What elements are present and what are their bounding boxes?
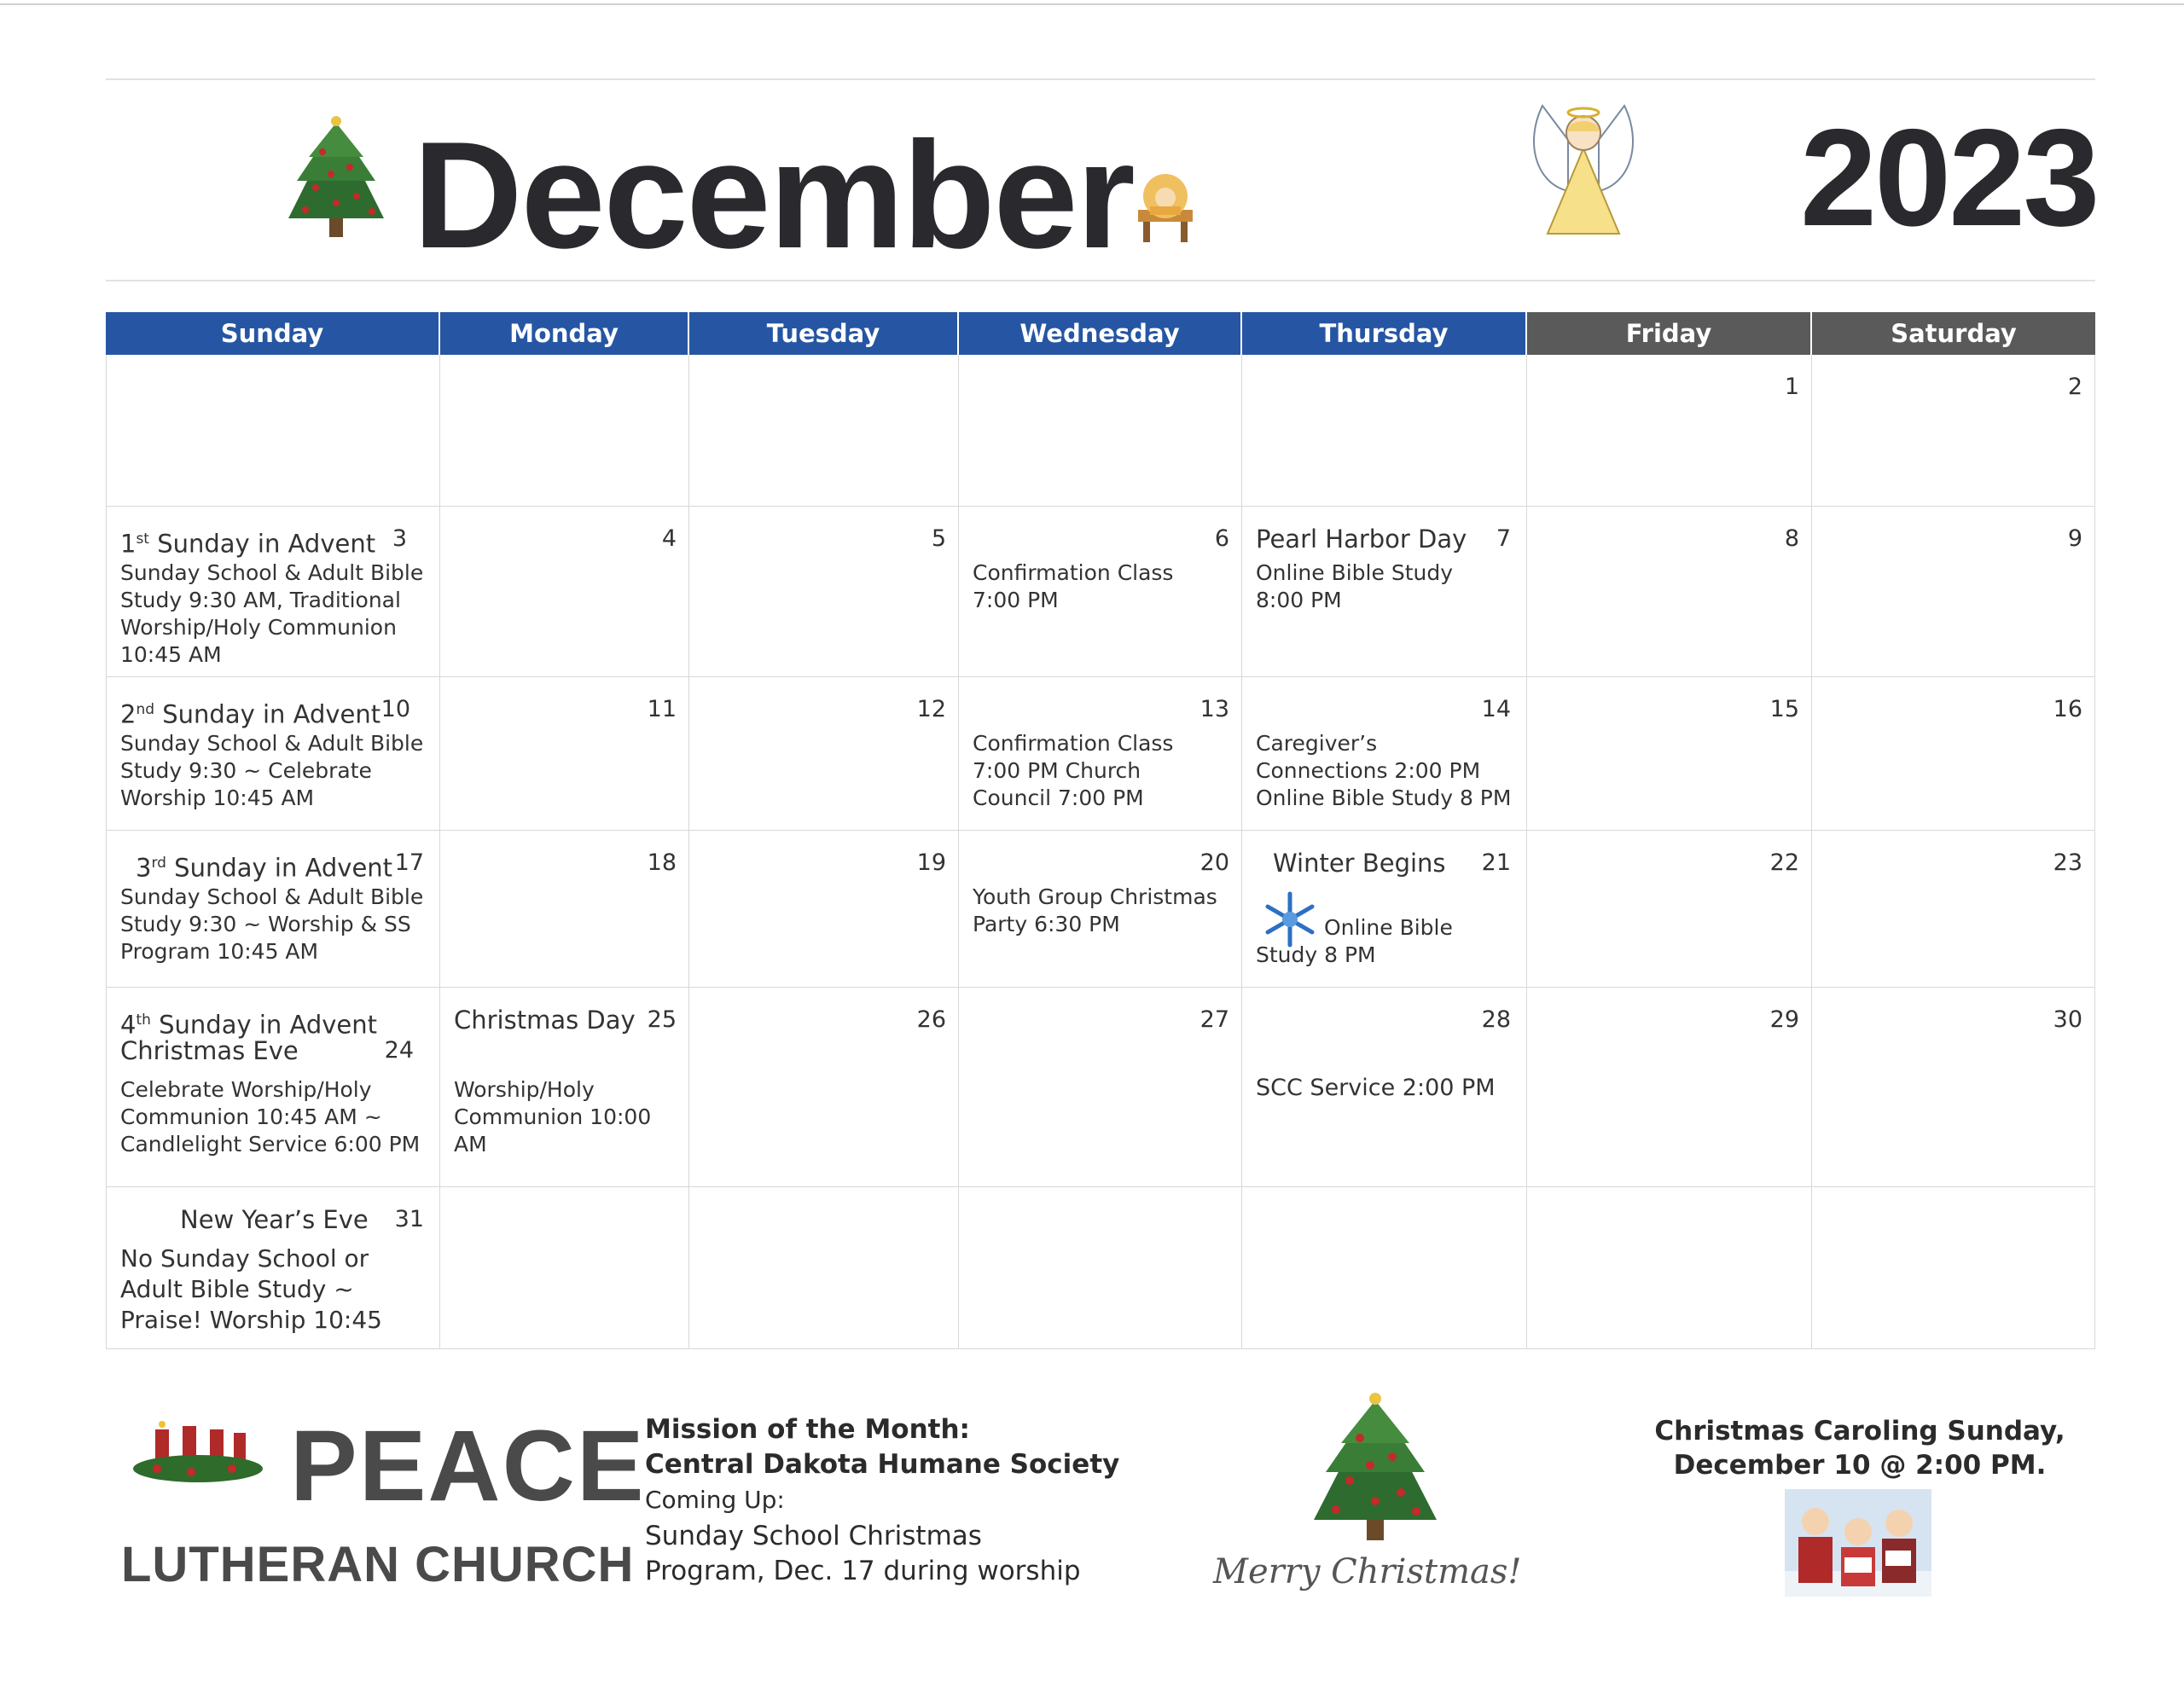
event-details: Study 8 PM: [1256, 942, 1376, 967]
day-cell-4: [440, 507, 689, 677]
day-cell-9: [1812, 507, 2095, 677]
event-details: Confirmation Class 7:00 PM Church Council 7:00 PM: [973, 731, 1174, 810]
day-cell-24: [106, 988, 440, 1187]
event-details: Sunday School & Adult Bible Study 9:30 ~ Celebrate Worship 10:45 AM: [120, 731, 424, 810]
event-details: Worship/Holy Communion 10:00 AM: [454, 1077, 652, 1157]
event-details: No Sunday School or Adult Bible Study ~ Praise! Worship 10:45: [120, 1244, 382, 1334]
weekday-tuesday: Tuesday: [689, 312, 959, 355]
weekday-wednesday: Wednesday: [959, 312, 1242, 355]
event-title: New Year’s Eve: [180, 1205, 369, 1234]
event-title: 4th Sunday in Advent: [120, 1010, 377, 1040]
day-number: 28: [1481, 1006, 1511, 1033]
day-number: 31: [394, 1206, 424, 1232]
day-number: 29: [1769, 1006, 1799, 1033]
event-title: Christmas Eve: [120, 1036, 299, 1065]
day-cell-6: [959, 507, 1242, 677]
day-number: 7: [1496, 525, 1511, 552]
day-cell-empty: [440, 1187, 689, 1349]
day-cell-1: [1527, 355, 1812, 507]
event-title: 1st Sunday in Advent: [120, 529, 376, 559]
day-number: 23: [2053, 849, 2082, 876]
day-cell-empty: [959, 355, 1242, 507]
snowflake-icon: [1261, 890, 1319, 948]
mission-label: Mission of the Month:: [645, 1414, 970, 1445]
day-number: 17: [394, 849, 424, 876]
day-number: 11: [647, 696, 677, 722]
month-title: December: [413, 110, 1134, 280]
day-cell-19: [689, 831, 959, 988]
day-cell-26: [689, 988, 959, 1187]
day-number: 13: [1199, 696, 1229, 722]
day-cell-29: [1527, 988, 1812, 1187]
day-cell-5: [689, 507, 959, 677]
day-cell-7: [1242, 507, 1527, 677]
caroling-line-1: Christmas Caroling Sunday,: [1654, 1416, 2065, 1446]
day-number: 10: [380, 696, 410, 722]
day-cell-27: [959, 988, 1242, 1187]
manger-icon: [1135, 171, 1196, 244]
day-cell-20: [959, 831, 1242, 988]
day-number: 2: [2067, 374, 2082, 400]
day-cell-3: [106, 507, 440, 677]
day-number: 5: [931, 525, 946, 552]
day-cell-28: [1242, 988, 1527, 1187]
event-title: Christmas Day: [454, 1006, 636, 1035]
event-title: Winter Begins: [1273, 849, 1446, 878]
day-cell-14: [1242, 677, 1527, 831]
event-details: Caregiver’s Connections 2:00 PM Online Bible Study 8 PM: [1256, 731, 1512, 810]
day-cell-16: [1812, 677, 2095, 831]
event-details: Online Bible Study 8:00 PM: [1256, 560, 1454, 612]
day-cell-31: [106, 1187, 440, 1349]
weekday-saturday: Saturday: [1812, 312, 2095, 355]
day-number: 26: [916, 1006, 946, 1033]
day-number: 14: [1481, 696, 1511, 722]
caroling-line-2: December 10 @ 2:00 PM.: [1673, 1450, 2047, 1481]
event-details: Youth Group Christmas Party 6:30 PM: [973, 884, 1217, 936]
merry-christmas-text: Merry Christmas!: [1213, 1552, 1522, 1591]
weekday-thursday: Thursday: [1242, 312, 1527, 355]
caroling-announcement: [1621, 1414, 2099, 1482]
day-cell-empty: [1242, 1187, 1527, 1349]
day-cell-30: [1812, 988, 2095, 1187]
day-cell-empty: [959, 1187, 1242, 1349]
day-cell-8: [1527, 507, 1812, 677]
event-title: Pearl Harbor Day: [1256, 525, 1467, 554]
day-number: 4: [661, 525, 677, 552]
day-cell-13: [959, 677, 1242, 831]
day-number: 20: [1199, 849, 1229, 876]
christmas-tree-icon: [1297, 1390, 1454, 1544]
day-number: 9: [2067, 525, 2082, 552]
day-number: 18: [647, 849, 677, 876]
day-cell-empty: [1242, 355, 1527, 507]
day-cell-empty: [106, 355, 440, 507]
carolers-icon: [1785, 1489, 1931, 1597]
day-number: 19: [916, 849, 946, 876]
day-cell-25: [440, 988, 689, 1187]
day-number: 12: [916, 696, 946, 722]
event-details: Sunday School & Adult Bible Study 9:30 AM, Traditional Worship/Holy Communion 10:45 AM: [120, 560, 424, 667]
church-name-lutheran: LUTHERAN CHURCH: [121, 1537, 635, 1592]
day-cell-11: [440, 677, 689, 831]
event-details: Sunday School & Adult Bible Study 9:30 ~ Worship & SS Program 10:45 AM: [120, 884, 424, 964]
christmas-tree-icon: [271, 114, 401, 242]
day-number: 1: [1784, 374, 1799, 400]
event-details: Online Bible: [1324, 915, 1453, 940]
day-cell-15: [1527, 677, 1812, 831]
coming-up-item-2: Program, Dec. 17 during worship: [645, 1556, 1081, 1586]
weekday-friday: Friday: [1527, 312, 1812, 355]
day-cell-18: [440, 831, 689, 988]
header-top-rule: [106, 78, 2095, 80]
weekday-monday: Monday: [440, 312, 689, 355]
day-number: 6: [1214, 525, 1229, 552]
day-cell-23: [1812, 831, 2095, 988]
scan-top-edge: [0, 3, 2184, 5]
event-title: 2nd Sunday in Advent: [120, 699, 381, 729]
day-number: 16: [2053, 696, 2082, 722]
day-cell-2: [1812, 355, 2095, 507]
day-cell-22: [1527, 831, 1812, 988]
header-bottom-rule: [106, 280, 2095, 281]
day-number: 8: [1784, 525, 1799, 552]
day-number: 30: [2053, 1006, 2082, 1033]
day-cell-17: [106, 831, 440, 988]
day-number: 24: [384, 1037, 414, 1064]
day-number: 25: [647, 1006, 677, 1033]
day-number: 21: [1481, 849, 1511, 876]
day-cell-empty: [1812, 1187, 2095, 1349]
coming-up-item-1: Sunday School Christmas: [645, 1521, 982, 1551]
church-name-peace: PEACE: [290, 1410, 646, 1522]
advent-wreath-icon: [131, 1417, 264, 1486]
day-cell-empty: [689, 355, 959, 507]
day-cell-21: [1242, 831, 1527, 988]
day-number: 15: [1769, 696, 1799, 722]
day-cell-10: [106, 677, 440, 831]
day-number: 22: [1769, 849, 1799, 876]
coming-up-label: Coming Up:: [645, 1486, 785, 1514]
mission-block: [645, 1412, 1119, 1589]
day-cell-empty: [689, 1187, 959, 1349]
year-title: 2023: [1800, 101, 2098, 255]
event-title: 3rd Sunday in Advent: [136, 853, 393, 883]
angel-icon: [1525, 89, 1641, 242]
weekday-sunday: Sunday: [106, 312, 440, 355]
day-number: 3: [392, 525, 407, 552]
mission-name: Central Dakota Humane Society: [645, 1449, 1120, 1480]
day-cell-empty: [440, 355, 689, 507]
day-cell-empty: [1527, 1187, 1812, 1349]
event-details: SCC Service 2:00 PM: [1256, 1075, 1496, 1101]
day-cell-12: [689, 677, 959, 831]
day-number: 27: [1199, 1006, 1229, 1033]
event-details: Celebrate Worship/Holy Communion 10:45 AM ~ Candlelight Service 6:00 PM: [120, 1077, 421, 1157]
event-details: Confirmation Class 7:00 PM: [973, 560, 1174, 612]
